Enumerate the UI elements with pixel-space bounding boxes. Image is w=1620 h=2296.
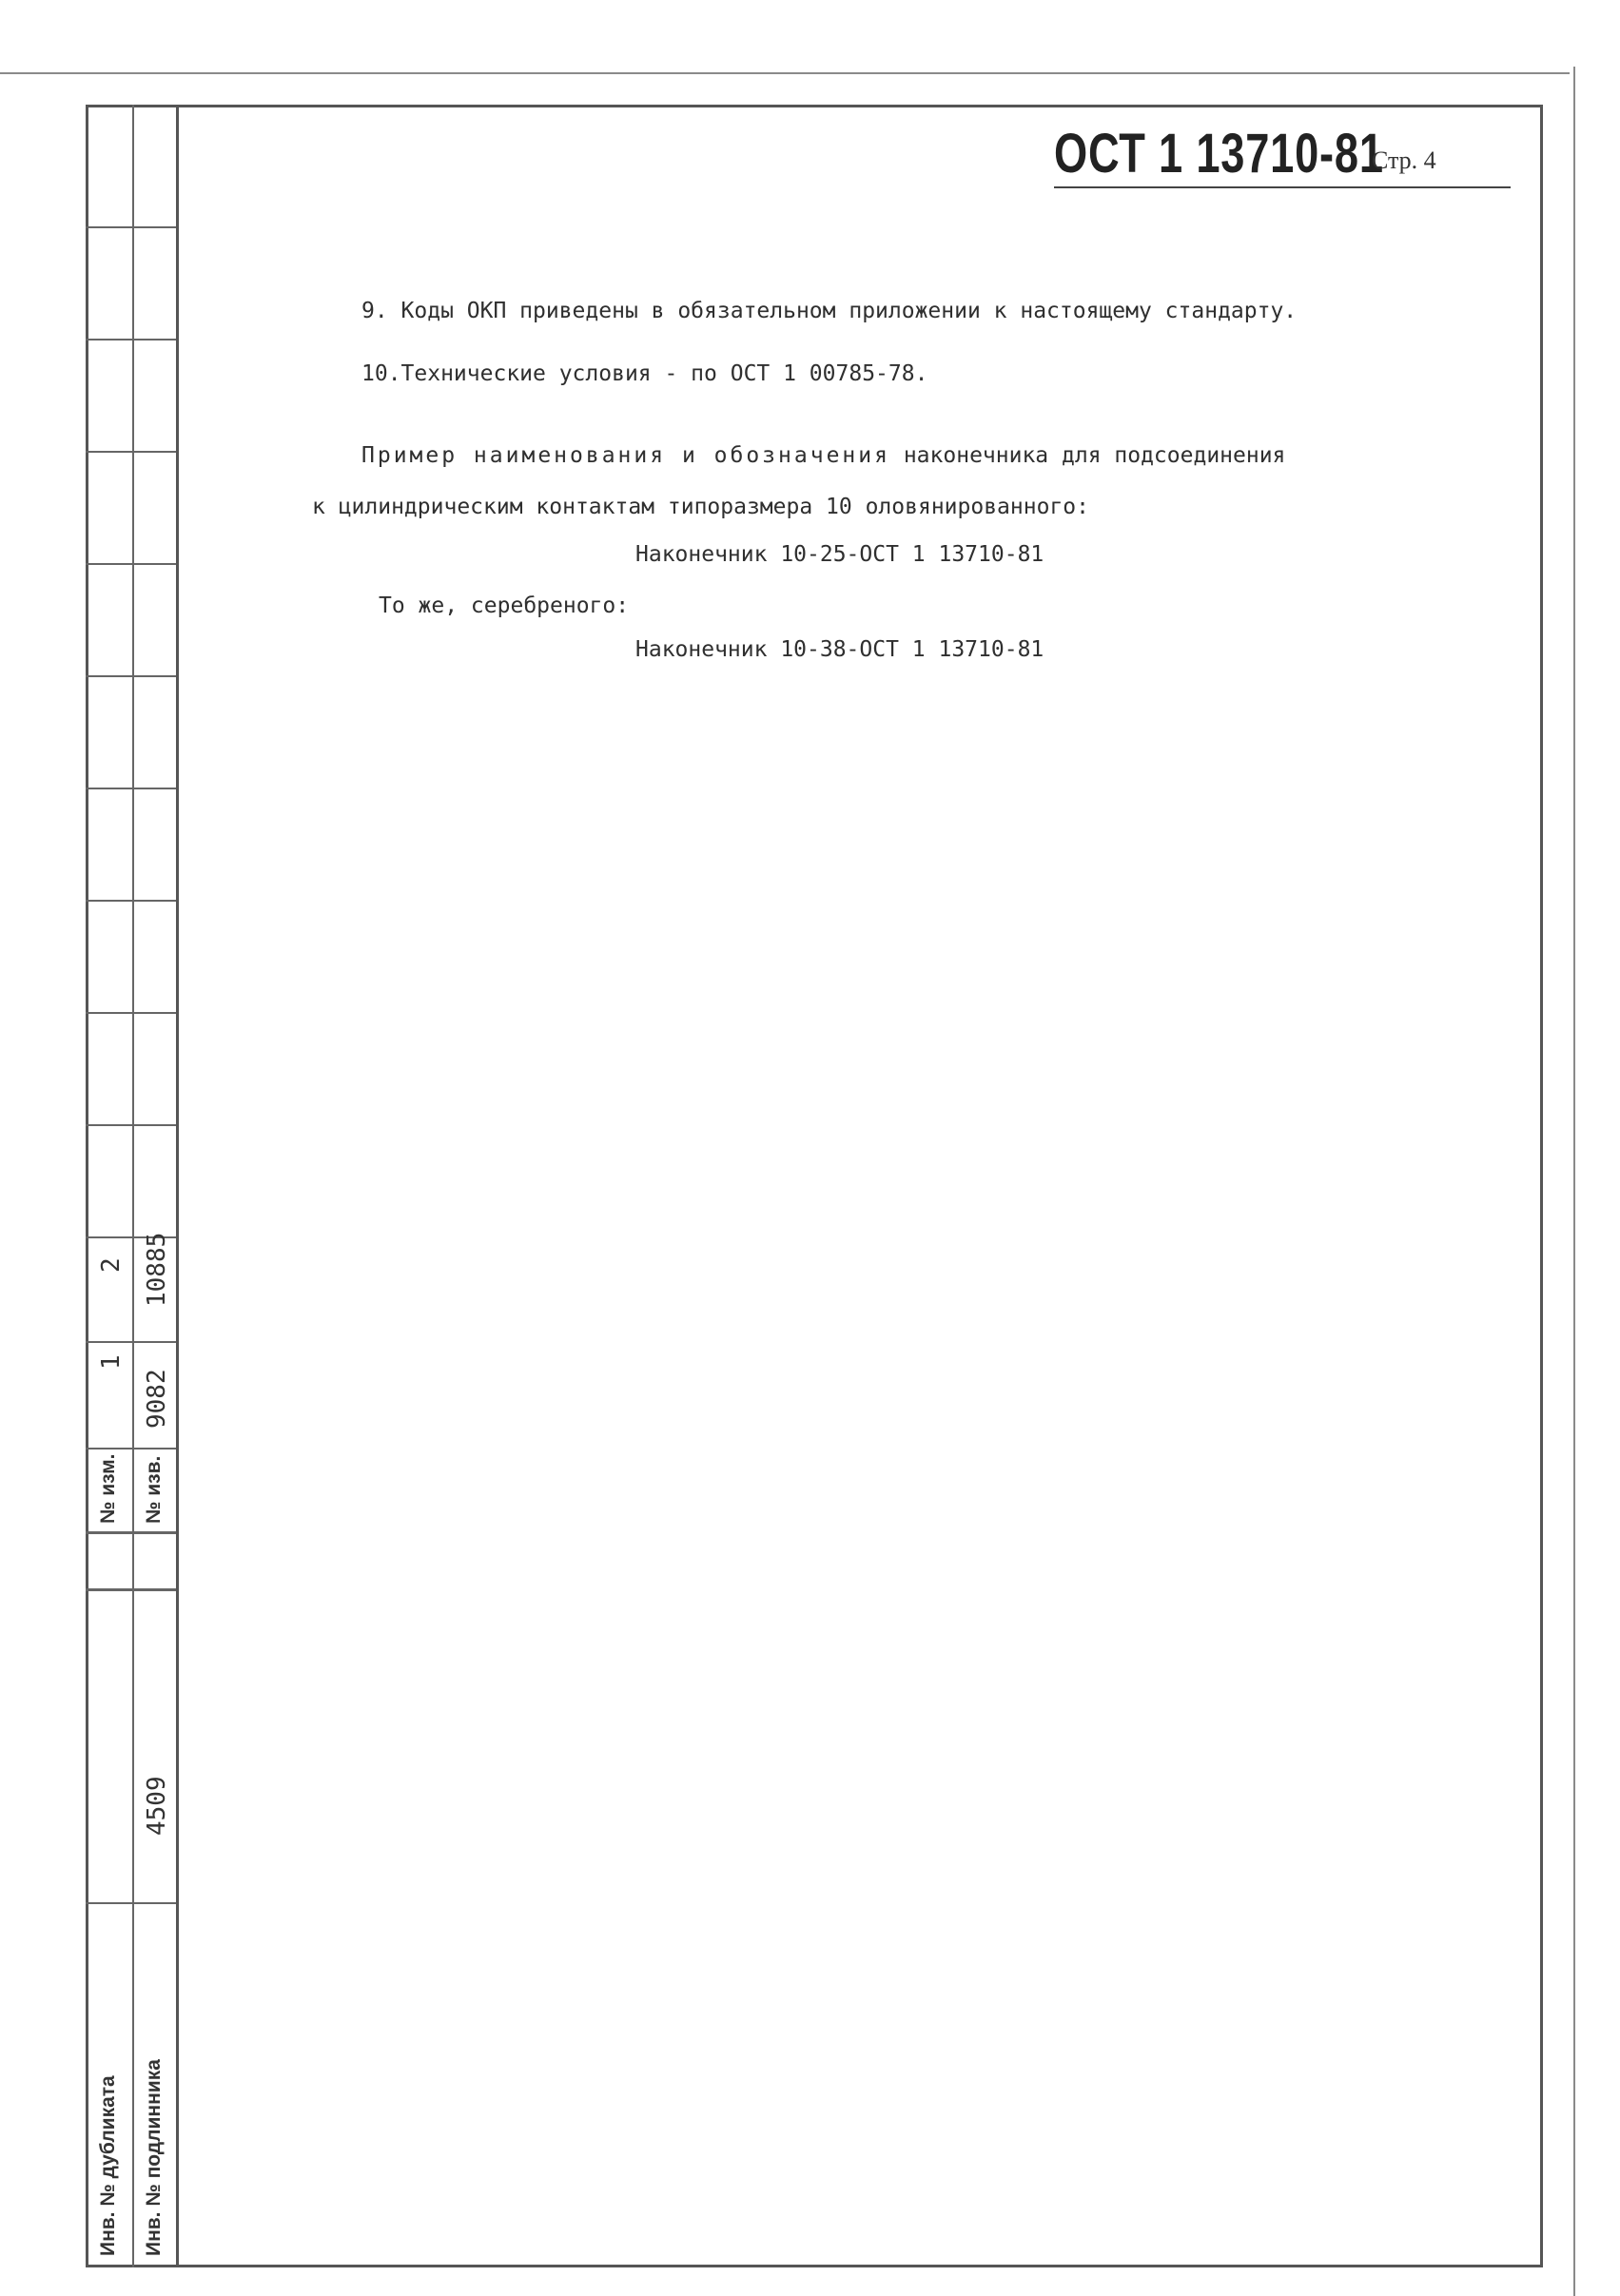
page-edge-top (0, 72, 1570, 74)
stamp-divider-line (86, 1902, 176, 1904)
example-line-2: к цилиндрическим контактам типоразмера 10 оловянированного: (312, 495, 1089, 519)
stamp-divider-line (86, 1448, 176, 1450)
stamp-divider-line (86, 1531, 176, 1534)
revision-stamp-strip (86, 105, 179, 2267)
stamp-column-divider (132, 105, 134, 2267)
standard-code: ОСТ 1 13710-81 (1054, 123, 1384, 185)
example-lead (361, 443, 1285, 468)
header-underline (1054, 186, 1511, 188)
page-number: Стр. 4 (1372, 146, 1436, 174)
change-number-1: 1 (97, 1354, 126, 1370)
stamp-divider-line (86, 451, 176, 453)
stamp-divider-line (86, 675, 176, 677)
stamp-divider-line (86, 339, 176, 341)
same-silvered-label: То же, серебреного: (379, 593, 630, 618)
designation-example-2: Наконечник 10-38-ОСТ 1 13710-81 (635, 637, 1044, 662)
example-lead-rest: наконечника для подсоединения (903, 443, 1286, 468)
inventory-number: 4509 (143, 1776, 171, 1836)
notice-number-1: 9082 (143, 1369, 171, 1429)
stamp-divider-line (86, 1341, 176, 1343)
stamp-divider-line (86, 788, 176, 789)
change-number-2: 2 (97, 1257, 126, 1273)
change-no-label: № изм. (97, 1453, 119, 1524)
page-edge-right (1573, 67, 1575, 2296)
notice-no-label: № изв. (143, 1455, 165, 1524)
stamp-divider-line (86, 1124, 176, 1126)
inv-duplicate-label: Инв. № дубликата (97, 2075, 119, 2256)
stamp-divider-line (86, 1588, 176, 1591)
document-frame (86, 105, 1543, 2267)
paragraph-item-10: 10.Технические условия - по ОСТ 1 00785-78. (361, 361, 928, 386)
stamp-divider-line (86, 226, 176, 228)
designation-example-1: Наконечник 10-25-ОСТ 1 13710-81 (635, 542, 1044, 567)
notice-number-2: 10885 (143, 1232, 171, 1307)
stamp-divider-line (86, 563, 176, 565)
stamp-divider-line (86, 900, 176, 902)
paragraph-item-9: 9. Коды ОКП приведены в обязательном приложении к настоящему стандарту. (361, 299, 1298, 323)
example-lead-spaced: Пример наименования и обозначения (361, 443, 890, 468)
inv-original-label: Инв. № подлинника (143, 2059, 165, 2256)
stamp-divider-line (86, 1012, 176, 1014)
